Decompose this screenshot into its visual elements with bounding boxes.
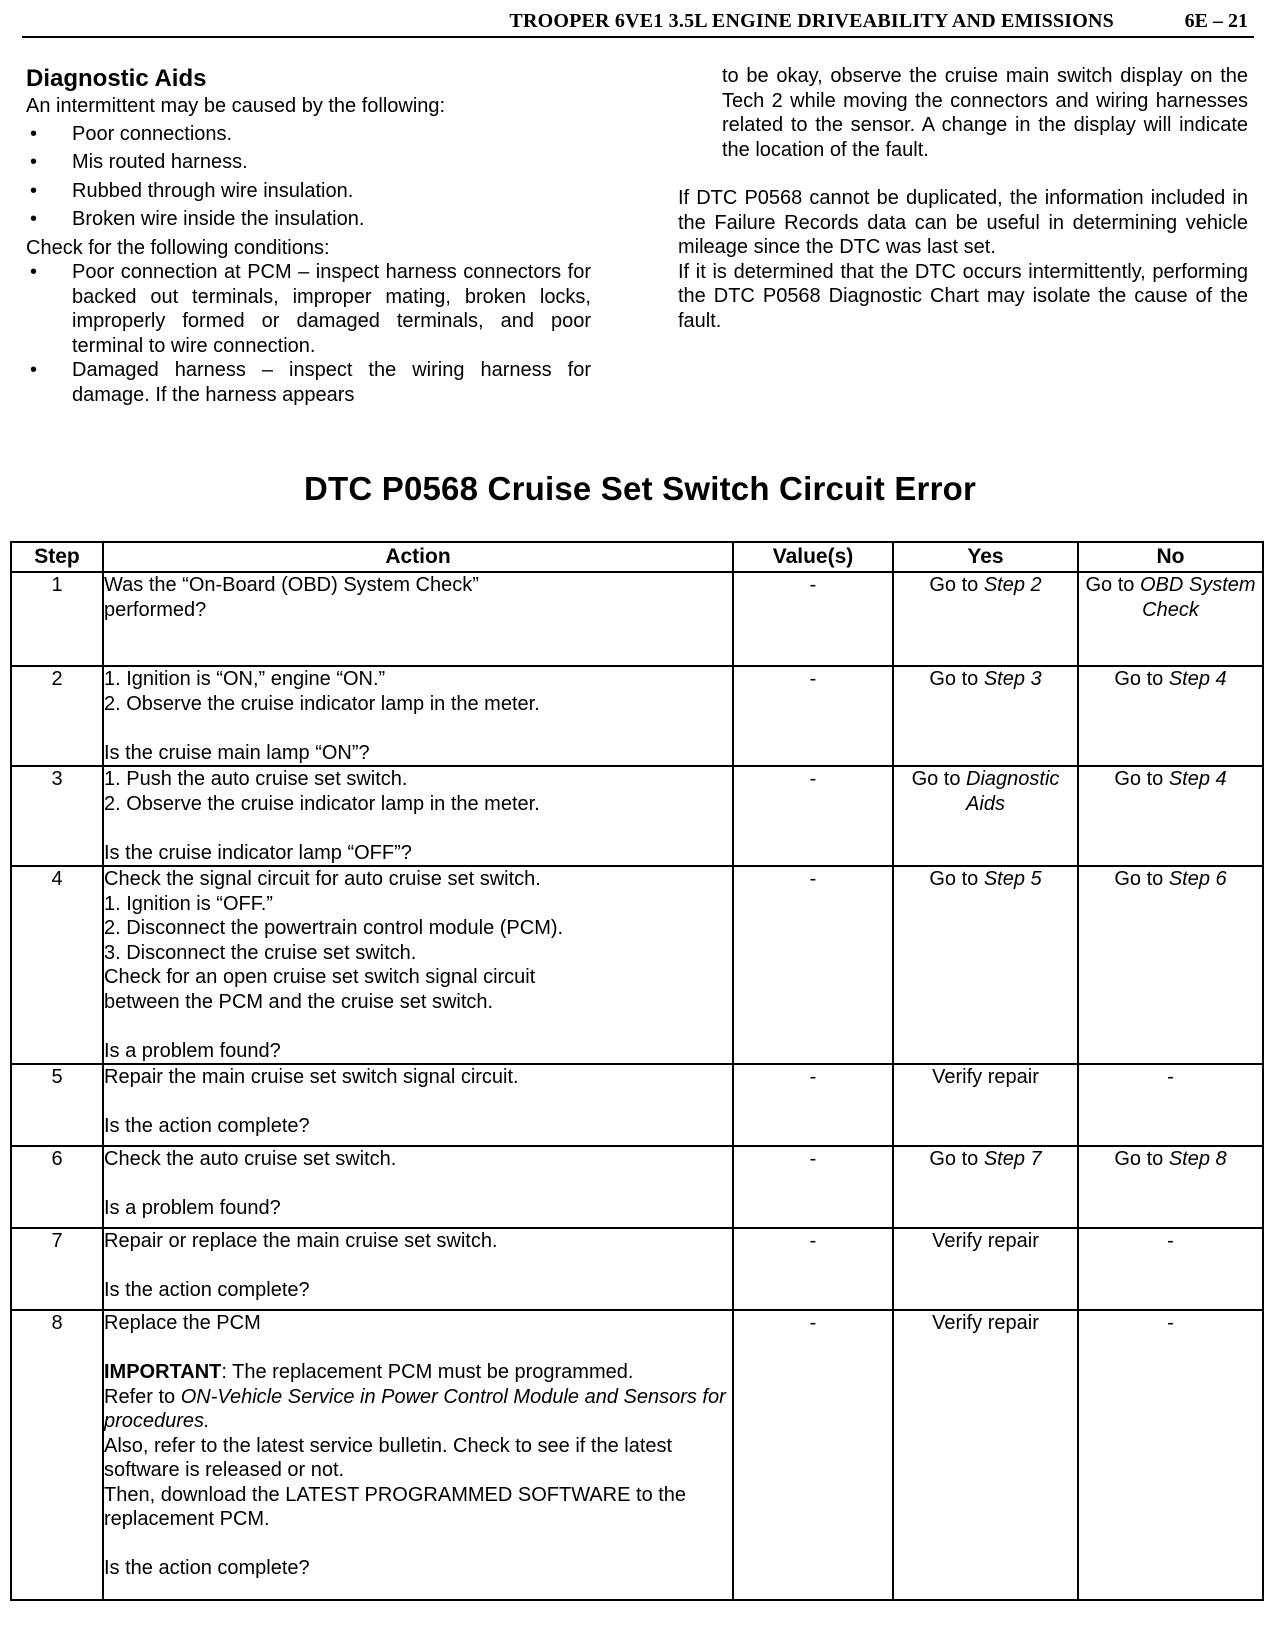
action-line: Replace the PCM — [104, 1312, 261, 1334]
no-link[interactable]: Step 4 — [1168, 668, 1227, 690]
cause-item: • Poor connections. — [26, 122, 591, 147]
action-line — [104, 1014, 732, 1039]
action-line: 1. Ignition is “ON,” engine “ON.” — [104, 668, 386, 690]
yes-cell — [893, 1310, 1078, 1600]
diagnostic-aids-left-column — [26, 64, 591, 407]
yes-cell — [893, 572, 1078, 666]
no-link[interactable]: Step 6 — [1168, 868, 1227, 890]
yes-prefix: Go to — [929, 868, 984, 890]
conditions-list — [26, 260, 591, 407]
table-row — [11, 666, 1263, 766]
header-step: Step — [11, 542, 103, 572]
action-cell — [103, 1228, 733, 1310]
action-line — [104, 1532, 732, 1557]
action-line: Repair the main cruise set switch signal circuit. — [104, 1066, 519, 1088]
yes-cell — [893, 1146, 1078, 1228]
intermittent-paragraph: If it is determined that the DTC occurs intermittently, performing the DTC P0568 Diagnostic Chart may isolate the cause of the fault. — [678, 260, 1248, 332]
table-row — [11, 572, 1263, 666]
harness-continuation: to be okay, observe the cruise main switch display on the Tech 2 while moving the connectors and wiring harnesses related to the sensor. A change in the display will indicate the location of the fault. — [722, 65, 1248, 161]
action-line: Is the cruise main lamp “ON”? — [104, 741, 370, 764]
table-row — [11, 866, 1263, 1064]
not-duplicated-paragraph: If DTC P0568 cannot be duplicated, the information included in the Failure Records data can be useful in determining vehicle mileage since the DTC was last set. — [678, 187, 1248, 258]
table-row — [11, 1064, 1263, 1146]
bulletin-note: Also, refer to the latest service bulletin. Check to see if the latest software is released or not. — [104, 1434, 673, 1481]
cause-item: • Mis routed harness. — [26, 150, 591, 175]
action-cell — [103, 766, 733, 866]
yes-prefix: Go to — [929, 574, 984, 596]
check-conditions-intro: Check for the following conditions: — [26, 236, 330, 259]
step-number: 6 — [11, 1146, 103, 1228]
action-line: 2. Observe the cruise indicator lamp in the meter. — [104, 792, 540, 815]
yes-link[interactable]: Step 7 — [983, 1148, 1042, 1170]
action-line: Was the “On-Board (OBD) System Check” — [104, 574, 479, 596]
yes-text: Verify repair — [932, 1312, 1039, 1334]
header-page-number: 6E – 21 — [1184, 10, 1248, 32]
no-link[interactable]: OBD System Check — [1139, 574, 1256, 621]
action-line: 2. Disconnect the powertrain control module (PCM). — [104, 917, 564, 939]
action-line: between the PCM and the cruise set switch. — [104, 990, 494, 1013]
header-values: Value(s) — [733, 542, 893, 572]
table-header-row — [11, 542, 1263, 572]
no-cell — [1078, 1146, 1263, 1228]
action-line: Check the signal circuit for auto cruise set switch. — [104, 868, 541, 890]
table-row — [11, 1310, 1263, 1600]
action-line — [104, 1336, 732, 1361]
no-text: - — [1167, 1066, 1174, 1088]
action-line: Check for an open cruise set switch signal circuit — [104, 966, 536, 988]
action-line: 2. Observe the cruise indicator lamp in the meter. — [104, 692, 540, 715]
condition-item: • Poor connection at PCM – inspect harness connectors for backed out terminals, improper mating, broken locks, improperly formed or damaged terminals, and poor terminal to wire connection. — [26, 260, 591, 358]
no-cell — [1078, 766, 1263, 866]
action-cell — [103, 572, 733, 666]
action-cell — [103, 866, 733, 1064]
action-cell — [103, 666, 733, 766]
no-cell — [1078, 666, 1263, 766]
condition-item: • Damaged harness – inspect the wiring harness for damage. If the harness appears — [26, 358, 591, 407]
action-line — [104, 1090, 732, 1115]
table-row — [11, 766, 1263, 866]
no-cell — [1078, 1310, 1263, 1600]
step-number: 8 — [11, 1310, 103, 1600]
cause-item: • Broken wire inside the insulation. — [26, 207, 591, 232]
yes-prefix: Go to — [929, 668, 984, 690]
yes-cell — [893, 766, 1078, 866]
header-title: TROOPER 6VE1 3.5L ENGINE DRIVEABILITY AND EMISSIONS — [509, 10, 1114, 32]
yes-link[interactable]: Step 3 — [983, 668, 1042, 690]
value-cell: - — [733, 572, 893, 666]
refer-prefix: Refer to — [104, 1385, 181, 1408]
table-body — [11, 572, 1263, 1600]
page-header — [22, 8, 1254, 38]
no-cell — [1078, 866, 1263, 1064]
step-number: 5 — [11, 1064, 103, 1146]
yes-prefix: Go to — [911, 768, 967, 790]
yes-prefix: Go to — [929, 1148, 984, 1170]
step-number: 2 — [11, 666, 103, 766]
action-line — [104, 1172, 732, 1197]
value-cell: - — [733, 766, 893, 866]
action-question: Is the action complete? — [104, 1557, 310, 1579]
step-number: 1 — [11, 572, 103, 666]
action-line: Is a problem found? — [104, 1039, 281, 1062]
header-action: Action — [103, 542, 733, 572]
refer-note — [104, 1385, 732, 1434]
action-line — [104, 1254, 732, 1279]
download-note: Then, download the LATEST PROGRAMMED SOFTWARE to the replacement PCM. — [104, 1483, 687, 1530]
value-cell: - — [733, 1064, 893, 1146]
no-prefix: Go to — [1114, 668, 1169, 690]
value-cell: - — [733, 666, 893, 766]
yes-cell — [893, 1228, 1078, 1310]
action-cell — [103, 1146, 733, 1228]
important-text: : The replacement PCM must be programmed. — [221, 1361, 634, 1383]
action-line: Is the action complete? — [104, 1279, 310, 1301]
refer-suffix: . — [204, 1410, 210, 1432]
chart-title: DTC P0568 Cruise Set Switch Circuit Error — [303, 470, 977, 507]
important-label: IMPORTANT — [104, 1361, 222, 1383]
cause-item: • Rubbed through wire insulation. — [26, 179, 591, 204]
important-note — [104, 1360, 732, 1385]
no-text: - — [1167, 1230, 1174, 1252]
no-prefix: Go to — [1114, 768, 1169, 790]
refer-link[interactable]: ON-Vehicle Service in Power Control Module and Sensors for procedures — [104, 1385, 726, 1432]
yes-cell — [893, 666, 1078, 766]
action-line: Is a problem found? — [104, 1197, 281, 1219]
diagnostic-aids-heading: Diagnostic Aids — [26, 65, 207, 92]
intermittent-intro: An intermittent may be caused by the following: — [26, 95, 446, 117]
no-cell — [1078, 1064, 1263, 1146]
no-prefix: Go to — [1114, 1148, 1169, 1170]
step-number: 7 — [11, 1228, 103, 1310]
no-prefix: Go to — [1114, 868, 1169, 890]
action-line: Check the auto cruise set switch. — [104, 1148, 397, 1170]
intermittent-causes-list — [26, 122, 591, 232]
header-no: No — [1078, 542, 1263, 572]
no-prefix: Go to — [1085, 574, 1140, 596]
value-cell: - — [733, 866, 893, 1064]
action-line — [104, 716, 732, 741]
action-line: 3. Disconnect the cruise set switch. — [104, 941, 417, 964]
no-link[interactable]: Step 8 — [1168, 1148, 1227, 1170]
step-number: 3 — [11, 766, 103, 866]
no-cell — [1078, 572, 1263, 666]
action-line: Repair or replace the main cruise set switch. — [104, 1230, 498, 1252]
action-line: Is the cruise indicator lamp “OFF”? — [104, 841, 412, 864]
action-line: 1. Push the auto cruise set switch. — [104, 768, 408, 790]
yes-cell — [893, 866, 1078, 1064]
table-row — [11, 1146, 1263, 1228]
action-line: Is the action complete? — [104, 1115, 310, 1137]
diagnostic-chart-table — [10, 541, 1264, 1601]
action-cell — [103, 1310, 733, 1600]
no-link[interactable]: Step 4 — [1168, 768, 1227, 790]
diagnostic-aids-right-column — [678, 64, 1248, 333]
action-line: 1. Ignition is “OFF.” — [104, 892, 273, 915]
action-line: performed? — [104, 598, 207, 621]
value-cell: - — [733, 1228, 893, 1310]
value-cell: - — [733, 1310, 893, 1600]
yes-link[interactable]: Step 2 — [983, 574, 1042, 596]
yes-link[interactable]: Diagnostic Aids — [966, 768, 1060, 815]
yes-text: Verify repair — [932, 1230, 1039, 1252]
table-row — [11, 1228, 1263, 1310]
yes-text: Verify repair — [932, 1066, 1039, 1088]
action-line — [104, 816, 732, 841]
no-text: - — [1167, 1312, 1174, 1334]
value-cell: - — [733, 1146, 893, 1228]
header-yes: Yes — [893, 542, 1078, 572]
step-number: 4 — [11, 866, 103, 1064]
yes-cell — [893, 1064, 1078, 1146]
action-cell — [103, 1064, 733, 1146]
yes-link[interactable]: Step 5 — [983, 868, 1042, 890]
no-cell — [1078, 1228, 1263, 1310]
